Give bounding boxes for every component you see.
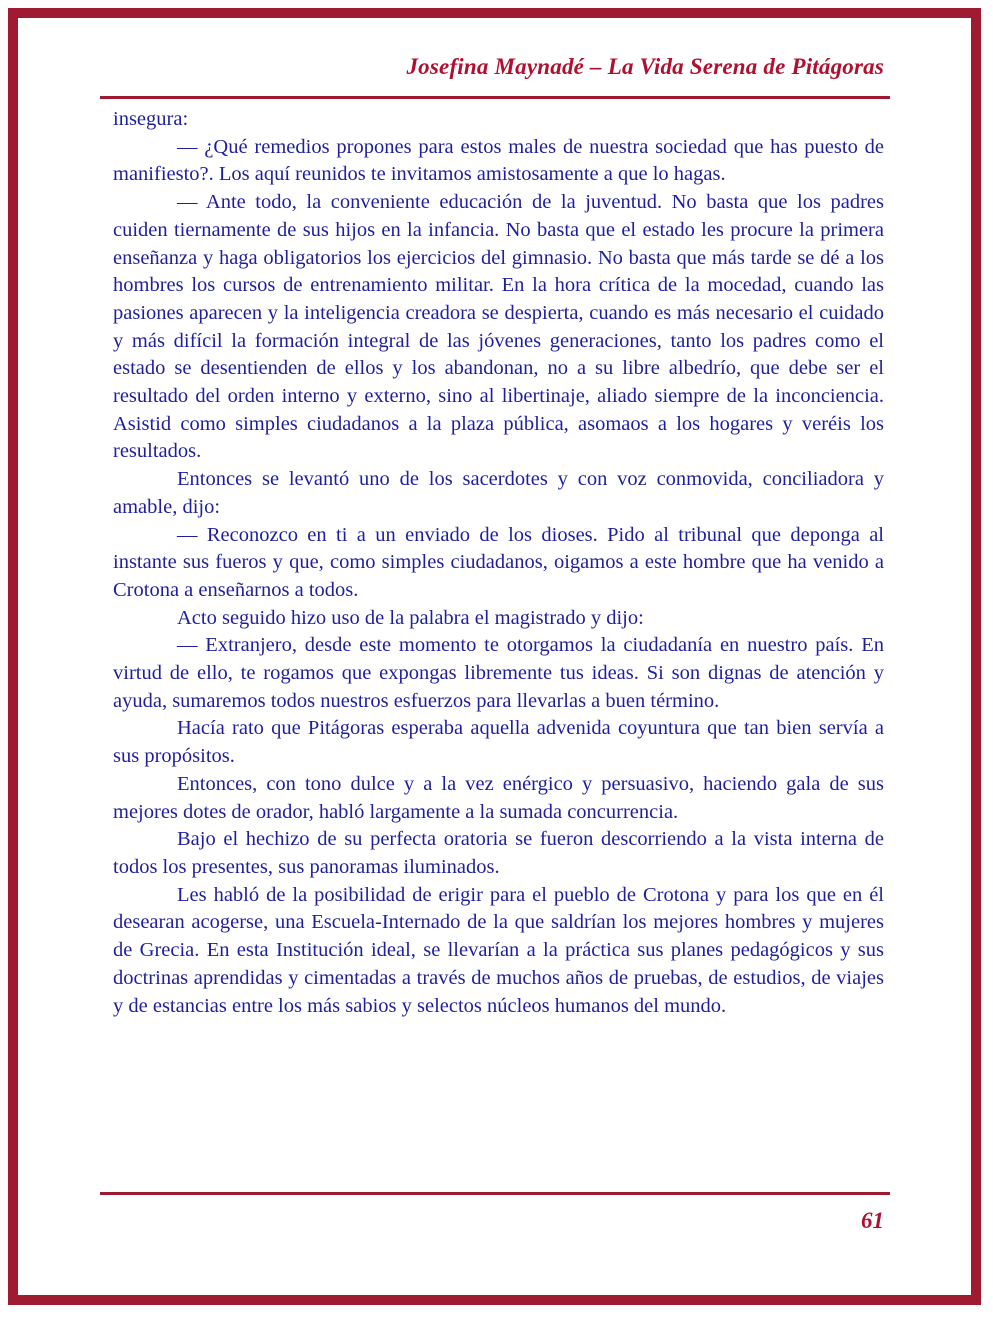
body-paragraph: — Extranjero, desde este momento te otorgamos la ciudadanía en nuestro país. En virtud de ello, te rogamos que expongas libremente tus ideas. Si son dignas de atención y ayuda, sumaremos todos nuestros esfuerzos para llevarlas a buen término. xyxy=(113,634,884,712)
body-text xyxy=(113,106,884,1020)
header-rule xyxy=(100,96,890,99)
page-header-title: Josefina Maynadé – La Vida Serena de Pitágoras xyxy=(406,54,884,79)
body-paragraph: — Ante todo, la conveniente educación de la juventud. No basta que los padres cuiden tiernamente de sus hijos en la infancia. No basta que el estado les procure la primera enseñanza y haga obligatorios los ejercicios del gimnasio. No basta que más tarde se dé a los hombres los cursos de entrenamiento militar. En la hora crítica de la mocedad, cuando las pasiones aparecen y la inteligencia creadora se despierta, cuando es más necesario el cuidado y más difícil la formación integral de las jóvenes generaciones, tanto los padres como el estado se desentienden de ellos y los abandonan, no a su libre albedrío, que debe ser el resultado del orden interno y externo, sino al libertinaje, aliado siempre de la inconciencia. Asistid como simples ciudadanos a la plaza pública, asomaos a los hogares y veréis los resultados. xyxy=(113,191,884,463)
body-paragraph: insegura: xyxy=(113,108,189,130)
body-paragraph: Les habló de la posibilidad de erigir para el pueblo de Crotona y para los que en él desearan acogerse, una Escuela-Internado de la que saldrían los mejores hombres y mujeres de Grecia. En esta Institución ideal, se llevarían a la práctica sus planes pedagógicos y sus doctrinas aprendidas y cimentadas a través de muchos años de pruebas, de estudios, de viajes y de estancias entre los más sabios y selectos núcleos humanos del mundo. xyxy=(113,883,884,1017)
page-number: 61 xyxy=(861,1208,884,1233)
body-paragraph: Entonces, con tono dulce y a la vez enérgico y persuasivo, haciendo gala de sus mejores dotes de orador, habló largamente a la sumada concurrencia. xyxy=(113,772,884,823)
body-paragraph: Bajo el hechizo de su perfecta oratoria se fueron descorriendo a la vista interna de todos los presentes, sus panoramas iluminados. xyxy=(113,828,884,878)
body-paragraph: Entonces se levantó uno de los sacerdotes y con voz conmovida, conciliadora y amable, dijo: xyxy=(113,468,884,518)
body-paragraph: Hacía rato que Pitágoras esperaba aquella advenida coyuntura que tan bien servía a sus propósitos. xyxy=(113,717,884,768)
body-paragraph: — Reconozco en ti a un enviado de los dioses. Pido al tribunal que deponga al instante sus fueros y que, como simples ciudadanos, oigamos a este hombre que ha venido a Crotona a enseñarnos a todos. xyxy=(113,523,884,601)
body-paragraph: — ¿Qué remedios propones para estos males de nuestra sociedad que has puesto de manifiesto?. Los aquí reunidos te invitamos amistosamente a que lo hagas. xyxy=(113,135,884,186)
body-paragraph: Acto seguido hizo uso de la palabra el magistrado y dijo: xyxy=(177,606,644,629)
footer-rule xyxy=(100,1192,890,1195)
